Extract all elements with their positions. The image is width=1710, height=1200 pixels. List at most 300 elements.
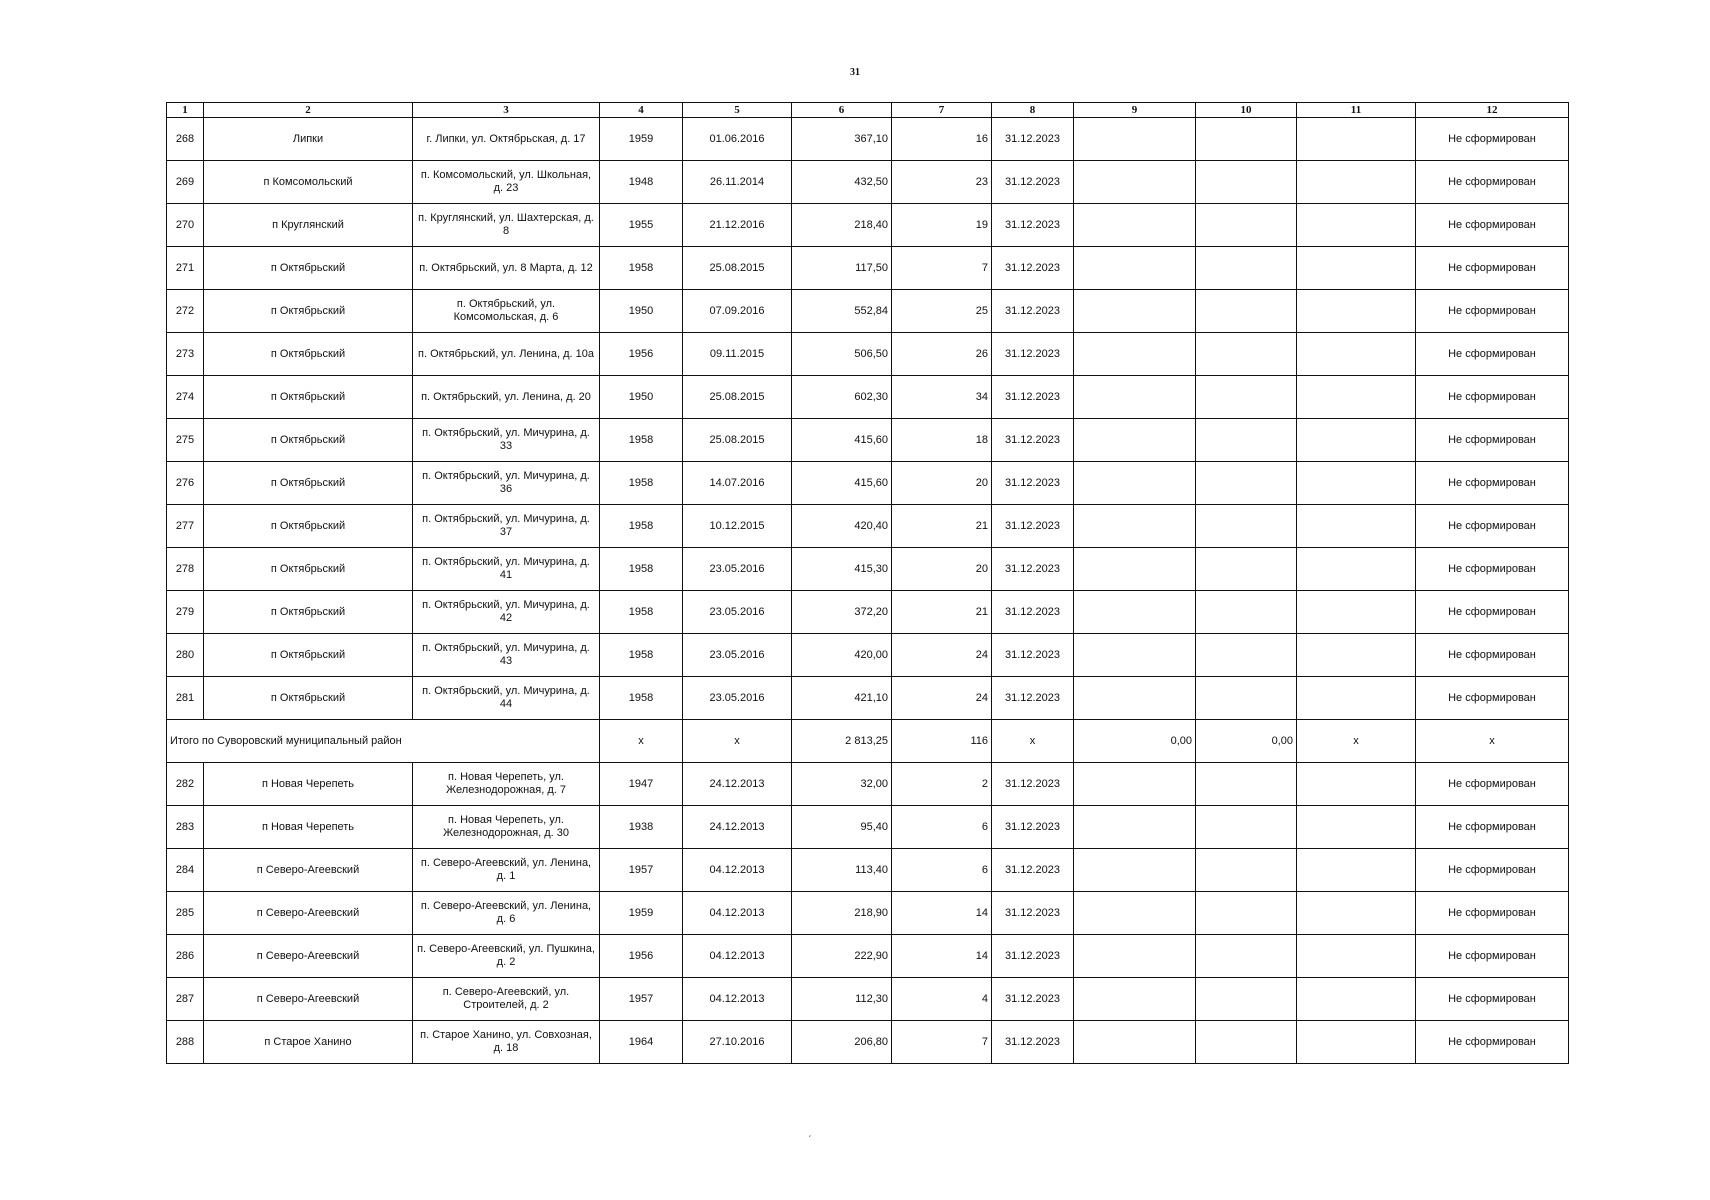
cell-deadline: 31.12.2023: [992, 290, 1074, 333]
cell-residents: 4: [892, 978, 992, 1021]
cell-col9: [1074, 462, 1196, 505]
cell-area: 506,50: [792, 333, 892, 376]
cell-address: п. Северо-Агеевский, ул. Строителей, д. 2: [413, 978, 600, 1021]
cell-number: 276: [167, 462, 204, 505]
cell-address: п. Октябрьский, ул. Мичурина, д. 43: [413, 634, 600, 677]
cell-date: 01.06.2016: [683, 118, 792, 161]
cell-date: 09.11.2015: [683, 333, 792, 376]
cell-area: 415,60: [792, 462, 892, 505]
cell-settlement: п Октябрьский: [204, 290, 413, 333]
cell-deadline: 31.12.2023: [992, 591, 1074, 634]
cell-settlement: п Круглянский: [204, 204, 413, 247]
cell-settlement: п Северо-Агеевский: [204, 935, 413, 978]
cell-col10: [1196, 419, 1297, 462]
cell-number: 284: [167, 849, 204, 892]
cell-col9: [1074, 677, 1196, 720]
cell-year: 1958: [600, 677, 683, 720]
cell-col11: [1297, 548, 1416, 591]
cell-address: п. Октябрьский, ул. 8 Марта, д. 12: [413, 247, 600, 290]
cell-settlement: п Комсомольский: [204, 161, 413, 204]
cell-date: 21.12.2016: [683, 204, 792, 247]
cell-number: 281: [167, 677, 204, 720]
total-label: Итого по Суворовский муниципальный район: [167, 720, 600, 763]
cell-settlement: п Старое Ханино: [204, 1021, 413, 1064]
cell-year: 1958: [600, 419, 683, 462]
column-header: 4: [600, 103, 683, 118]
page-number: 31: [850, 67, 860, 78]
cell-col9: [1074, 634, 1196, 677]
cell-residents: 7: [892, 1021, 992, 1064]
cell-number: 283: [167, 806, 204, 849]
cell-residents: 6: [892, 849, 992, 892]
cell-area: 415,30: [792, 548, 892, 591]
cell-year: 1958: [600, 591, 683, 634]
cell-number: 286: [167, 935, 204, 978]
cell-status: Не сформирован: [1416, 419, 1569, 462]
cell-date: 26.11.2014: [683, 161, 792, 204]
cell-col9: [1074, 290, 1196, 333]
cell-settlement: п Октябрьский: [204, 462, 413, 505]
cell-col11: [1297, 462, 1416, 505]
cell-deadline: х: [992, 720, 1074, 763]
cell-residents: 20: [892, 548, 992, 591]
cell-status: Не сформирован: [1416, 118, 1569, 161]
cell-area: 218,90: [792, 892, 892, 935]
cell-address: п. Октябрьский, ул. Мичурина, д. 37: [413, 505, 600, 548]
cell-residents: 14: [892, 935, 992, 978]
cell-col11: [1297, 161, 1416, 204]
table-row: [167, 376, 1569, 419]
cell-date: 04.12.2013: [683, 978, 792, 1021]
cell-settlement: п Октябрьский: [204, 333, 413, 376]
table-row: [167, 118, 1569, 161]
cell-col10: [1196, 978, 1297, 1021]
cell-address: п. Круглянский, ул. Шахтерская, д. 8: [413, 204, 600, 247]
cell-col11: [1297, 1021, 1416, 1064]
cell-col9: [1074, 1021, 1196, 1064]
cell-address: п. Октябрьский, ул. Мичурина, д. 42: [413, 591, 600, 634]
cell-deadline: 31.12.2023: [992, 161, 1074, 204]
cell-status: Не сформирован: [1416, 634, 1569, 677]
cell-col10: [1196, 1021, 1297, 1064]
table-row: [167, 634, 1569, 677]
cell-year: 1958: [600, 505, 683, 548]
cell-residents: 2: [892, 763, 992, 806]
cell-col10: [1196, 806, 1297, 849]
cell-col10: [1196, 204, 1297, 247]
cell-residents: 23: [892, 161, 992, 204]
cell-deadline: 31.12.2023: [992, 548, 1074, 591]
table-row: [167, 247, 1569, 290]
table-row: [167, 763, 1569, 806]
cell-number: 268: [167, 118, 204, 161]
cell-address: п. Октябрьский, ул. Ленина, д. 20: [413, 376, 600, 419]
table-row: [167, 290, 1569, 333]
table-row: [167, 892, 1569, 935]
cell-deadline: 31.12.2023: [992, 935, 1074, 978]
cell-address: п. Новая Черепеть, ул. Железнодорожная, д. 30: [413, 806, 600, 849]
cell-status: Не сформирован: [1416, 376, 1569, 419]
cell-number: 280: [167, 634, 204, 677]
cell-residents: 20: [892, 462, 992, 505]
cell-deadline: 31.12.2023: [992, 978, 1074, 1021]
cell-year: 1958: [600, 548, 683, 591]
cell-col10: [1196, 462, 1297, 505]
column-header: 3: [413, 103, 600, 118]
cell-date: 07.09.2016: [683, 290, 792, 333]
cell-number: 271: [167, 247, 204, 290]
cell-col11: [1297, 634, 1416, 677]
cell-settlement: п Октябрьский: [204, 376, 413, 419]
scan-mark: ˏ: [808, 1127, 812, 1138]
cell-number: 273: [167, 333, 204, 376]
cell-col11: [1297, 677, 1416, 720]
cell-col10: [1196, 290, 1297, 333]
cell-number: 275: [167, 419, 204, 462]
cell-col10: 0,00: [1196, 720, 1297, 763]
cell-col9: [1074, 806, 1196, 849]
cell-col10: [1196, 892, 1297, 935]
cell-residents: 14: [892, 892, 992, 935]
cell-col11: [1297, 935, 1416, 978]
cell-year: 1947: [600, 763, 683, 806]
cell-col11: [1297, 806, 1416, 849]
cell-settlement: Липки: [204, 118, 413, 161]
cell-status: Не сформирован: [1416, 333, 1569, 376]
cell-date: 04.12.2013: [683, 892, 792, 935]
cell-status: Не сформирован: [1416, 290, 1569, 333]
cell-area: 420,00: [792, 634, 892, 677]
cell-date: 04.12.2013: [683, 849, 792, 892]
cell-year: 1958: [600, 462, 683, 505]
cell-number: 278: [167, 548, 204, 591]
cell-col10: [1196, 333, 1297, 376]
table-row: [167, 419, 1569, 462]
cell-col9: [1074, 548, 1196, 591]
cell-area: 112,30: [792, 978, 892, 1021]
cell-date: 25.08.2015: [683, 419, 792, 462]
cell-col11: [1297, 978, 1416, 1021]
cell-residents: 26: [892, 333, 992, 376]
cell-area: 420,40: [792, 505, 892, 548]
cell-settlement: п Новая Черепеть: [204, 763, 413, 806]
cell-address: г. Липки, ул. Октябрьская, д. 17: [413, 118, 600, 161]
table-body: [167, 118, 1569, 1064]
cell-col10: [1196, 376, 1297, 419]
cell-col10: [1196, 548, 1297, 591]
cell-status: Не сформирован: [1416, 763, 1569, 806]
cell-status: х: [1416, 720, 1569, 763]
cell-residents: 18: [892, 419, 992, 462]
cell-col9: [1074, 419, 1196, 462]
cell-settlement: п Северо-Агеевский: [204, 892, 413, 935]
column-header: 6: [792, 103, 892, 118]
cell-area: 95,40: [792, 806, 892, 849]
cell-status: Не сформирован: [1416, 462, 1569, 505]
cell-status: Не сформирован: [1416, 806, 1569, 849]
cell-col11: [1297, 247, 1416, 290]
cell-year: 1956: [600, 333, 683, 376]
cell-address: п. Новая Черепеть, ул. Железнодорожная, д. 7: [413, 763, 600, 806]
cell-col11: [1297, 591, 1416, 634]
cell-status: Не сформирован: [1416, 978, 1569, 1021]
cell-area: 117,50: [792, 247, 892, 290]
cell-deadline: 31.12.2023: [992, 677, 1074, 720]
cell-col11: [1297, 505, 1416, 548]
cell-col9: 0,00: [1074, 720, 1196, 763]
cell-col11: [1297, 849, 1416, 892]
table-row: [167, 677, 1569, 720]
cell-status: Не сформирован: [1416, 204, 1569, 247]
cell-col9: [1074, 161, 1196, 204]
cell-address: п. Старое Ханино, ул. Совхозная, д. 18: [413, 1021, 600, 1064]
cell-col11: [1297, 118, 1416, 161]
cell-residents: 21: [892, 505, 992, 548]
column-header: 7: [892, 103, 992, 118]
table-row: [167, 161, 1569, 204]
cell-date: 10.12.2015: [683, 505, 792, 548]
cell-residents: 24: [892, 634, 992, 677]
cell-address: п. Октябрьский, ул. Комсомольская, д. 6: [413, 290, 600, 333]
cell-date: 27.10.2016: [683, 1021, 792, 1064]
cell-year: 1964: [600, 1021, 683, 1064]
cell-status: Не сформирован: [1416, 505, 1569, 548]
cell-area: 432,50: [792, 161, 892, 204]
cell-area: 222,90: [792, 935, 892, 978]
cell-settlement: п Октябрьский: [204, 505, 413, 548]
cell-area: 421,10: [792, 677, 892, 720]
cell-area: 218,40: [792, 204, 892, 247]
cell-settlement: п Октябрьский: [204, 634, 413, 677]
cell-col11: [1297, 290, 1416, 333]
cell-deadline: 31.12.2023: [992, 806, 1074, 849]
cell-residents: 19: [892, 204, 992, 247]
cell-address: п. Северо-Агеевский, ул. Пушкина, д. 2: [413, 935, 600, 978]
table-row: [167, 204, 1569, 247]
cell-status: Не сформирован: [1416, 677, 1569, 720]
cell-deadline: 31.12.2023: [992, 419, 1074, 462]
column-header: 8: [992, 103, 1074, 118]
cell-col10: [1196, 118, 1297, 161]
cell-col10: [1196, 634, 1297, 677]
cell-col9: [1074, 763, 1196, 806]
cell-col10: [1196, 677, 1297, 720]
cell-year: 1938: [600, 806, 683, 849]
cell-area: 206,80: [792, 1021, 892, 1064]
cell-address: п. Октябрьский, ул. Мичурина, д. 41: [413, 548, 600, 591]
cell-area: 32,00: [792, 763, 892, 806]
cell-col9: [1074, 247, 1196, 290]
cell-deadline: 31.12.2023: [992, 892, 1074, 935]
cell-number: 269: [167, 161, 204, 204]
cell-address: п. Октябрьский, ул. Мичурина, д. 33: [413, 419, 600, 462]
cell-area: 113,40: [792, 849, 892, 892]
cell-col11: [1297, 204, 1416, 247]
cell-deadline: 31.12.2023: [992, 204, 1074, 247]
cell-col10: [1196, 763, 1297, 806]
table-row: [167, 462, 1569, 505]
cell-date: 25.08.2015: [683, 376, 792, 419]
cell-residents: 24: [892, 677, 992, 720]
cell-deadline: 31.12.2023: [992, 849, 1074, 892]
cell-col11: [1297, 763, 1416, 806]
cell-col9: [1074, 118, 1196, 161]
cell-address: п. Комсомольский, ул. Школьная, д. 23: [413, 161, 600, 204]
cell-status: Не сформирован: [1416, 1021, 1569, 1064]
cell-settlement: п Октябрьский: [204, 548, 413, 591]
cell-col11: х: [1297, 720, 1416, 763]
cell-area: 2 813,25: [792, 720, 892, 763]
cell-area: 367,10: [792, 118, 892, 161]
cell-col11: [1297, 376, 1416, 419]
cell-year: 1957: [600, 849, 683, 892]
column-header: 2: [204, 103, 413, 118]
cell-col9: [1074, 376, 1196, 419]
column-header: 10: [1196, 103, 1297, 118]
cell-date: 04.12.2013: [683, 935, 792, 978]
column-number-row: [167, 103, 1569, 118]
column-header: 9: [1074, 103, 1196, 118]
table-row: [167, 591, 1569, 634]
cell-date: х: [683, 720, 792, 763]
cell-year: 1950: [600, 290, 683, 333]
cell-date: 23.05.2016: [683, 677, 792, 720]
cell-year: 1957: [600, 978, 683, 1021]
cell-col9: [1074, 333, 1196, 376]
cell-residents: 6: [892, 806, 992, 849]
cell-deadline: 31.12.2023: [992, 118, 1074, 161]
column-header: 1: [167, 103, 204, 118]
cell-col10: [1196, 505, 1297, 548]
cell-settlement: п Октябрьский: [204, 247, 413, 290]
cell-status: Не сформирован: [1416, 161, 1569, 204]
cell-col10: [1196, 161, 1297, 204]
table-row: [167, 548, 1569, 591]
cell-deadline: 31.12.2023: [992, 763, 1074, 806]
cell-date: 24.12.2013: [683, 763, 792, 806]
cell-deadline: 31.12.2023: [992, 1021, 1074, 1064]
cell-col9: [1074, 892, 1196, 935]
cell-col9: [1074, 849, 1196, 892]
cell-col10: [1196, 591, 1297, 634]
cell-address: п. Северо-Агеевский, ул. Ленина, д. 6: [413, 892, 600, 935]
table-row: [167, 978, 1569, 1021]
cell-deadline: 31.12.2023: [992, 505, 1074, 548]
cell-residents: 7: [892, 247, 992, 290]
cell-residents: 25: [892, 290, 992, 333]
cell-status: Не сформирован: [1416, 247, 1569, 290]
cell-date: 14.07.2016: [683, 462, 792, 505]
cell-number: 279: [167, 591, 204, 634]
cell-address: п. Северо-Агеевский, ул. Ленина, д. 1: [413, 849, 600, 892]
housing-register-table: [166, 102, 1569, 1064]
cell-date: 23.05.2016: [683, 548, 792, 591]
cell-col9: [1074, 591, 1196, 634]
cell-deadline: 31.12.2023: [992, 376, 1074, 419]
cell-settlement: п Октябрьский: [204, 419, 413, 462]
cell-col11: [1297, 419, 1416, 462]
table-row: [167, 849, 1569, 892]
cell-col10: [1196, 849, 1297, 892]
cell-settlement: п Северо-Агеевский: [204, 849, 413, 892]
table-row: [167, 1021, 1569, 1064]
column-header: 11: [1297, 103, 1416, 118]
cell-number: 270: [167, 204, 204, 247]
cell-residents: 34: [892, 376, 992, 419]
table-row: [167, 935, 1569, 978]
cell-area: 372,20: [792, 591, 892, 634]
cell-year: 1959: [600, 118, 683, 161]
cell-residents: 21: [892, 591, 992, 634]
cell-deadline: 31.12.2023: [992, 247, 1074, 290]
cell-col10: [1196, 935, 1297, 978]
cell-area: 415,60: [792, 419, 892, 462]
cell-address: п. Октябрьский, ул. Ленина, д. 10а: [413, 333, 600, 376]
cell-status: Не сформирован: [1416, 935, 1569, 978]
cell-number: 282: [167, 763, 204, 806]
cell-status: Не сформирован: [1416, 548, 1569, 591]
cell-status: Не сформирован: [1416, 591, 1569, 634]
cell-col9: [1074, 935, 1196, 978]
cell-area: 552,84: [792, 290, 892, 333]
cell-residents: 116: [892, 720, 992, 763]
cell-number: 272: [167, 290, 204, 333]
cell-year: 1956: [600, 935, 683, 978]
table-row: [167, 505, 1569, 548]
cell-status: Не сформирован: [1416, 892, 1569, 935]
cell-col9: [1074, 505, 1196, 548]
cell-settlement: п Северо-Агеевский: [204, 978, 413, 1021]
district-total-row: [167, 720, 1569, 763]
cell-settlement: п Октябрьский: [204, 677, 413, 720]
table-row: [167, 806, 1569, 849]
cell-year: 1958: [600, 634, 683, 677]
cell-col11: [1297, 333, 1416, 376]
column-header: 12: [1416, 103, 1569, 118]
cell-residents: 16: [892, 118, 992, 161]
cell-year: х: [600, 720, 683, 763]
cell-number: 285: [167, 892, 204, 935]
cell-year: 1955: [600, 204, 683, 247]
cell-date: 24.12.2013: [683, 806, 792, 849]
cell-status: Не сформирован: [1416, 849, 1569, 892]
cell-col11: [1297, 892, 1416, 935]
cell-year: 1948: [600, 161, 683, 204]
cell-number: 287: [167, 978, 204, 1021]
cell-date: 23.05.2016: [683, 591, 792, 634]
cell-date: 23.05.2016: [683, 634, 792, 677]
cell-deadline: 31.12.2023: [992, 333, 1074, 376]
column-header: 5: [683, 103, 792, 118]
cell-col9: [1074, 204, 1196, 247]
cell-address: п. Октябрьский, ул. Мичурина, д. 44: [413, 677, 600, 720]
cell-area: 602,30: [792, 376, 892, 419]
cell-number: 288: [167, 1021, 204, 1064]
cell-deadline: 31.12.2023: [992, 462, 1074, 505]
cell-year: 1950: [600, 376, 683, 419]
cell-settlement: п Новая Черепеть: [204, 806, 413, 849]
cell-year: 1959: [600, 892, 683, 935]
cell-col9: [1074, 978, 1196, 1021]
cell-settlement: п Октябрьский: [204, 591, 413, 634]
cell-year: 1958: [600, 247, 683, 290]
cell-address: п. Октябрьский, ул. Мичурина, д. 36: [413, 462, 600, 505]
cell-deadline: 31.12.2023: [992, 634, 1074, 677]
table-row: [167, 333, 1569, 376]
cell-date: 25.08.2015: [683, 247, 792, 290]
cell-number: 277: [167, 505, 204, 548]
cell-col10: [1196, 247, 1297, 290]
